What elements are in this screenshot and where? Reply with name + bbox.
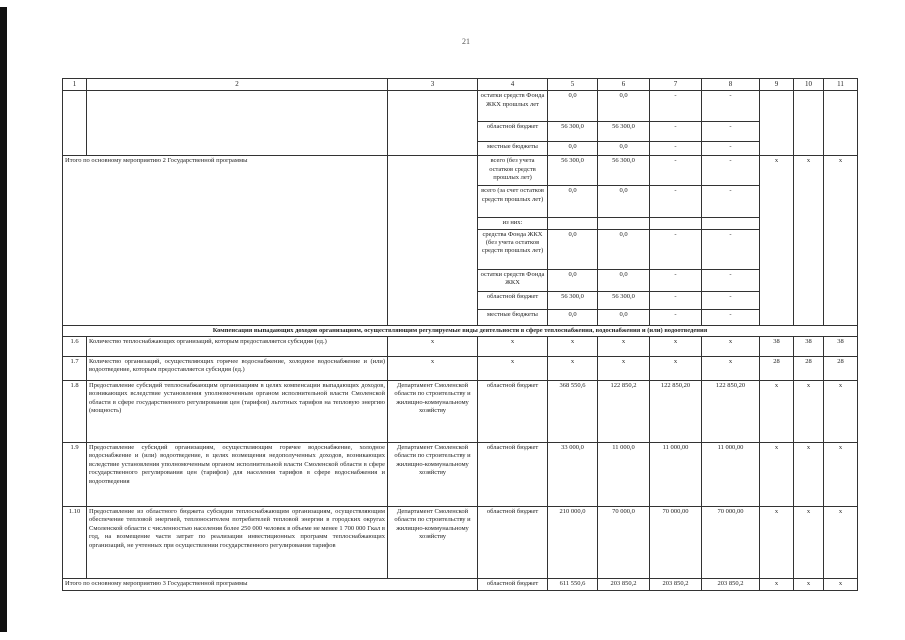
value-cell: 0,0 <box>548 229 598 269</box>
funding-source: областной бюджет <box>478 442 548 506</box>
value-cell: 38 <box>794 336 824 356</box>
value-cell <box>702 218 760 229</box>
value-cell: x <box>824 578 858 590</box>
cell <box>87 91 388 156</box>
table-row <box>63 156 858 186</box>
x-cell: x <box>794 156 824 325</box>
value-cell: - <box>650 156 702 186</box>
table-row <box>63 380 858 442</box>
value-cell: - <box>702 186 760 218</box>
value-cell: - <box>650 142 702 156</box>
value-cell: 203 850,2 <box>598 578 650 590</box>
row-number: 1.10 <box>63 506 87 578</box>
value-cell: 0,0 <box>598 91 650 122</box>
value-cell: 210 000,0 <box>548 506 598 578</box>
value-cell: x <box>548 356 598 380</box>
table-row <box>63 91 858 122</box>
cell <box>388 91 478 156</box>
value-cell: - <box>702 122 760 142</box>
funding-source: остатки средств Фонда ЖКХ <box>478 269 548 291</box>
value-cell: x <box>760 442 794 506</box>
value-cell: - <box>650 91 702 122</box>
value-cell: x <box>760 380 794 442</box>
row-number: 1.9 <box>63 442 87 506</box>
row-description: Предоставление из областного бюджета субсидии теплоснабжающим организациям, осуществляющим обеспечение тепловой энергией, теплоносителем потребителей тепловой энергии в городских округах Смоленской области с численностью населения более 250 000 человек в объеме не менее 1 700 000 Гкал в год, на возмещение части затрат по реализации инвестиционных программ теплоснабжающих организаций, не учтенных при осуществлении государственного регулирования тарифов <box>87 506 388 578</box>
value-cell <box>650 218 702 229</box>
funding-source: всего (без учета остатков средств прошлых лет) <box>478 156 548 186</box>
row-number: 1.8 <box>63 380 87 442</box>
value-cell: 11 000,00 <box>650 442 702 506</box>
header-cell: 8 <box>702 79 760 91</box>
row-description: Количество организаций, осуществляющих горячее водоснабжение, холодное водоснабжение и (или) водоотведение, которым предоставляется субсидия (ед.) <box>87 356 388 380</box>
funding-source: из них: <box>478 218 548 229</box>
row-number: 1.6 <box>63 336 87 356</box>
scan-edge <box>0 7 7 632</box>
header-cell: 3 <box>388 79 478 91</box>
funding-source: остатки средств Фонда ЖКХ прошлых лет <box>478 91 548 122</box>
table-row <box>63 356 858 380</box>
value-cell: 56 300,0 <box>548 156 598 186</box>
value-cell: x <box>650 356 702 380</box>
value-cell: 203 850,2 <box>702 578 760 590</box>
value-cell: - <box>650 269 702 291</box>
value-cell: - <box>702 291 760 309</box>
value-cell: - <box>650 291 702 309</box>
row-number: 1.7 <box>63 356 87 380</box>
table-row <box>63 506 858 578</box>
value-cell: 38 <box>824 336 858 356</box>
value-cell: x <box>650 336 702 356</box>
value-cell: 368 550,6 <box>548 380 598 442</box>
value-cell: 122 850,20 <box>650 380 702 442</box>
cell <box>388 156 478 325</box>
value-cell: 0,0 <box>548 142 598 156</box>
row-description: Количество теплоснабжающих организаций, которым предоставляется субсидия (ед.) <box>87 336 388 356</box>
responsible-body: Департамент Смоленской области по строительству и жилищно-коммунальному хозяйству <box>388 380 478 442</box>
section-row <box>63 325 858 336</box>
row-description: Предоставление субсидий теплоснабжающим организациям в целях компенсации выпадающих доходов, возникающих вследствие установления уполномоченным органом исполнительной власти Смоленской области в сфере государственного регулирования цен (тарифов) льготных тарифов на тепловую энергию (мощность) <box>87 380 388 442</box>
value-cell: x <box>548 336 598 356</box>
value-cell: 56 300,0 <box>548 291 598 309</box>
value-cell: x <box>794 380 824 442</box>
value-cell: 0,0 <box>598 229 650 269</box>
responsible-body: Департамент Смоленской области по строительству и жилищно-коммунальному хозяйству <box>388 442 478 506</box>
value-cell: - <box>702 269 760 291</box>
value-cell: x <box>794 442 824 506</box>
value-cell: 28 <box>794 356 824 380</box>
header-cell: 6 <box>598 79 650 91</box>
funding-source: областной бюджет <box>478 291 548 309</box>
value-cell <box>548 218 598 229</box>
value-cell: - <box>650 229 702 269</box>
value-cell: x <box>824 380 858 442</box>
header-cell: 7 <box>650 79 702 91</box>
page-number: 21 <box>462 37 470 46</box>
value-cell: 122 850,2 <box>598 380 650 442</box>
value-cell: - <box>650 309 702 325</box>
value-cell: 33 000,0 <box>548 442 598 506</box>
value-cell: 28 <box>760 356 794 380</box>
value-cell: 56 300,0 <box>598 156 650 186</box>
header-cell: 1 <box>63 79 87 91</box>
total-label: Итого по основному мероприятию 3 Государственной программы <box>63 578 478 590</box>
value-cell: 122 850,20 <box>702 380 760 442</box>
value-cell: 70 000,00 <box>702 506 760 578</box>
value-cell: 611 550,6 <box>548 578 598 590</box>
value-cell: 0,0 <box>548 186 598 218</box>
value-cell: 56 300,0 <box>598 122 650 142</box>
value-cell: x <box>388 336 478 356</box>
cell <box>824 91 858 156</box>
value-cell: 70 000,00 <box>650 506 702 578</box>
cell <box>63 91 87 156</box>
value-cell: 0,0 <box>548 91 598 122</box>
value-cell: - <box>702 142 760 156</box>
section-title: Компенсация выпадающих доходов организациям, осуществляющим регулируемые виды деятельности в сфере теплоснабжения, водоснабжения и (или) водоотведения <box>63 325 858 336</box>
value-cell <box>598 218 650 229</box>
value-cell: 56 300,0 <box>598 291 650 309</box>
value-cell: - <box>650 122 702 142</box>
value-cell: x <box>478 336 548 356</box>
value-cell: - <box>702 309 760 325</box>
value-cell: x <box>702 336 760 356</box>
value-cell: 0,0 <box>548 309 598 325</box>
value-cell: - <box>650 186 702 218</box>
header-cell: 9 <box>760 79 794 91</box>
x-cell: x <box>760 156 794 325</box>
value-cell: x <box>388 356 478 380</box>
value-cell: 203 850,2 <box>650 578 702 590</box>
header-cell: 4 <box>478 79 548 91</box>
row-description: Предоставление субсидий организациям, осуществляющим горячее водоснабжение, холодное водоснабжение и (или) водоотведение, в целях возмещения недополученных доходов, возникающих вследствие установления уполномоченным органом исполнительной власти Смоленской области в сфере государственного регулирования цен (тарифов) для населения тарифов в сфере водоснабжения и водоотведения <box>87 442 388 506</box>
value-cell: x <box>598 336 650 356</box>
funding-source: всего (за счет остатков средств прошлых лет) <box>478 186 548 218</box>
value-cell: x <box>598 356 650 380</box>
cell <box>794 91 824 156</box>
header-cell: 5 <box>548 79 598 91</box>
header-row <box>63 79 858 91</box>
total-label: Итого по основному мероприятию 2 Государственной программы <box>63 156 388 325</box>
funding-source: местные бюджеты <box>478 142 548 156</box>
value-cell: 0,0 <box>598 142 650 156</box>
funding-source: областной бюджет <box>478 506 548 578</box>
value-cell: 56 300,0 <box>548 122 598 142</box>
value-cell: x <box>794 578 824 590</box>
value-cell: x <box>478 356 548 380</box>
x-cell: x <box>824 156 858 325</box>
header-cell: 2 <box>87 79 388 91</box>
value-cell: 0,0 <box>548 269 598 291</box>
funding-source: областной бюджет <box>478 578 548 590</box>
value-cell: 0,0 <box>598 186 650 218</box>
value-cell: 70 000,0 <box>598 506 650 578</box>
value-cell: x <box>702 356 760 380</box>
table-row <box>63 442 858 506</box>
program-table <box>62 78 858 591</box>
value-cell: 0,0 <box>598 269 650 291</box>
value-cell: 11 000,0 <box>598 442 650 506</box>
funding-source: местные бюджеты <box>478 309 548 325</box>
value-cell: x <box>760 506 794 578</box>
value-cell: 38 <box>760 336 794 356</box>
value-cell: x <box>824 506 858 578</box>
value-cell: - <box>702 156 760 186</box>
value-cell: x <box>760 578 794 590</box>
funding-source: областной бюджет <box>478 380 548 442</box>
value-cell: 11 000,00 <box>702 442 760 506</box>
table-row <box>63 336 858 356</box>
value-cell: - <box>702 229 760 269</box>
value-cell: x <box>824 442 858 506</box>
table-row <box>63 578 858 590</box>
funding-source: средства Фонда ЖКХ (без учета остатков средств прошлых лет) <box>478 229 548 269</box>
header-cell: 11 <box>824 79 858 91</box>
header-cell: 10 <box>794 79 824 91</box>
value-cell: - <box>702 91 760 122</box>
responsible-body: Департамент Смоленской области по строительству и жилищно-коммунальному хозяйству <box>388 506 478 578</box>
value-cell: x <box>794 506 824 578</box>
value-cell: 28 <box>824 356 858 380</box>
cell <box>760 91 794 156</box>
funding-source: областной бюджет <box>478 122 548 142</box>
value-cell: 0,0 <box>598 309 650 325</box>
